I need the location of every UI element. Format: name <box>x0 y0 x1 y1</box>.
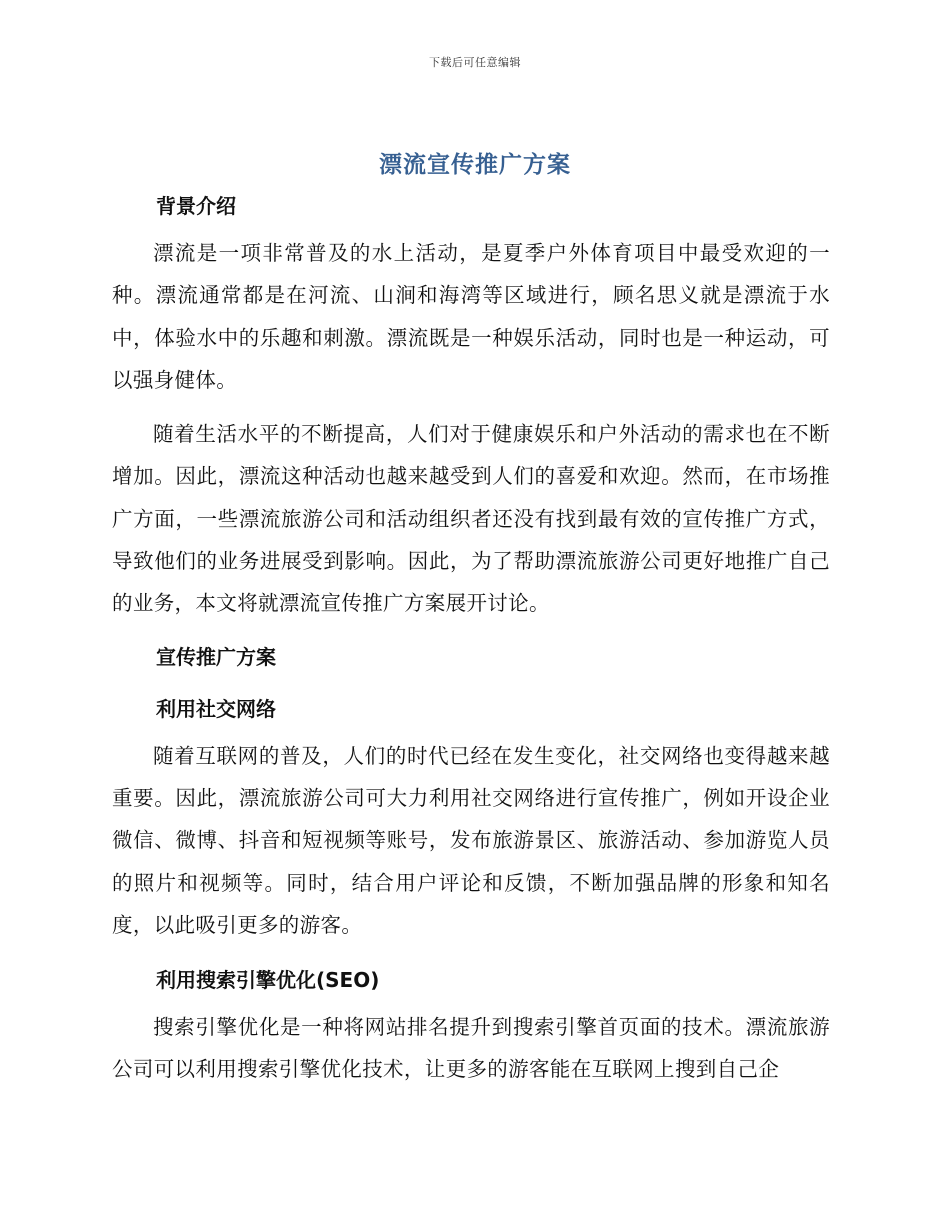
paragraph-background-2: 随着生活水平的不断提高，人们对于健康娱乐和户外活动的需求也在不断增加。因此，漂流这种活动也越来越受到人们的喜爱和欢迎。然而，在市场推广方面，一些漂流旅游公司和活动组织者还没有找到最有效的宣传推广方式，导致他们的业务进展受到影响。因此，为了帮助漂流旅游公司更好地推广自己的业务，本文将就漂流宣传推广方案展开讨论。 <box>112 422 830 616</box>
page-header-note: 下载后可任意编辑 <box>429 56 521 69</box>
document-body <box>112 188 830 1091</box>
section-heading-seo: 利用搜索引擎优化(SEO) <box>156 968 380 993</box>
paragraph-social-network: 随着互联网的普及，人们的时代已经在发生变化，社交网络也变得越来越重要。因此，漂流旅游公司可大力利用社交网络进行宣传推广，例如开设企业微信、微博、抖音和短视频等账号，发布旅游景区、旅游活动、参加游览人员的照片和视频等。同时，结合用户评论和反馈，不断加强品牌的形象和知名度，以此吸引更多的游客。 <box>112 743 830 937</box>
paragraph-seo: 搜索引擎优化是一种将网站排名提升到搜索引擎首页面的技术。漂流旅游公司可以利用搜索引擎优化技术，让更多的游客能在互联网上搜到自己企 <box>112 1015 830 1082</box>
paragraph-background-1: 漂流是一项非常普及的水上活动，是夏季户外体育项目中最受欢迎的一种。漂流通常都是在河流、山涧和海湾等区域进行，顾名思义就是漂流于水中，体验水中的乐趣和刺激。漂流既是一种娱乐活动，同时也是一种运动，可以强身健体。 <box>112 241 830 392</box>
document-title: 漂流宣传推广方案 <box>379 152 571 178</box>
section-heading-social-network: 利用社交网络 <box>156 696 276 721</box>
section-heading-plan: 宣传推广方案 <box>156 644 276 669</box>
section-heading-background: 背景介绍 <box>156 194 236 218</box>
